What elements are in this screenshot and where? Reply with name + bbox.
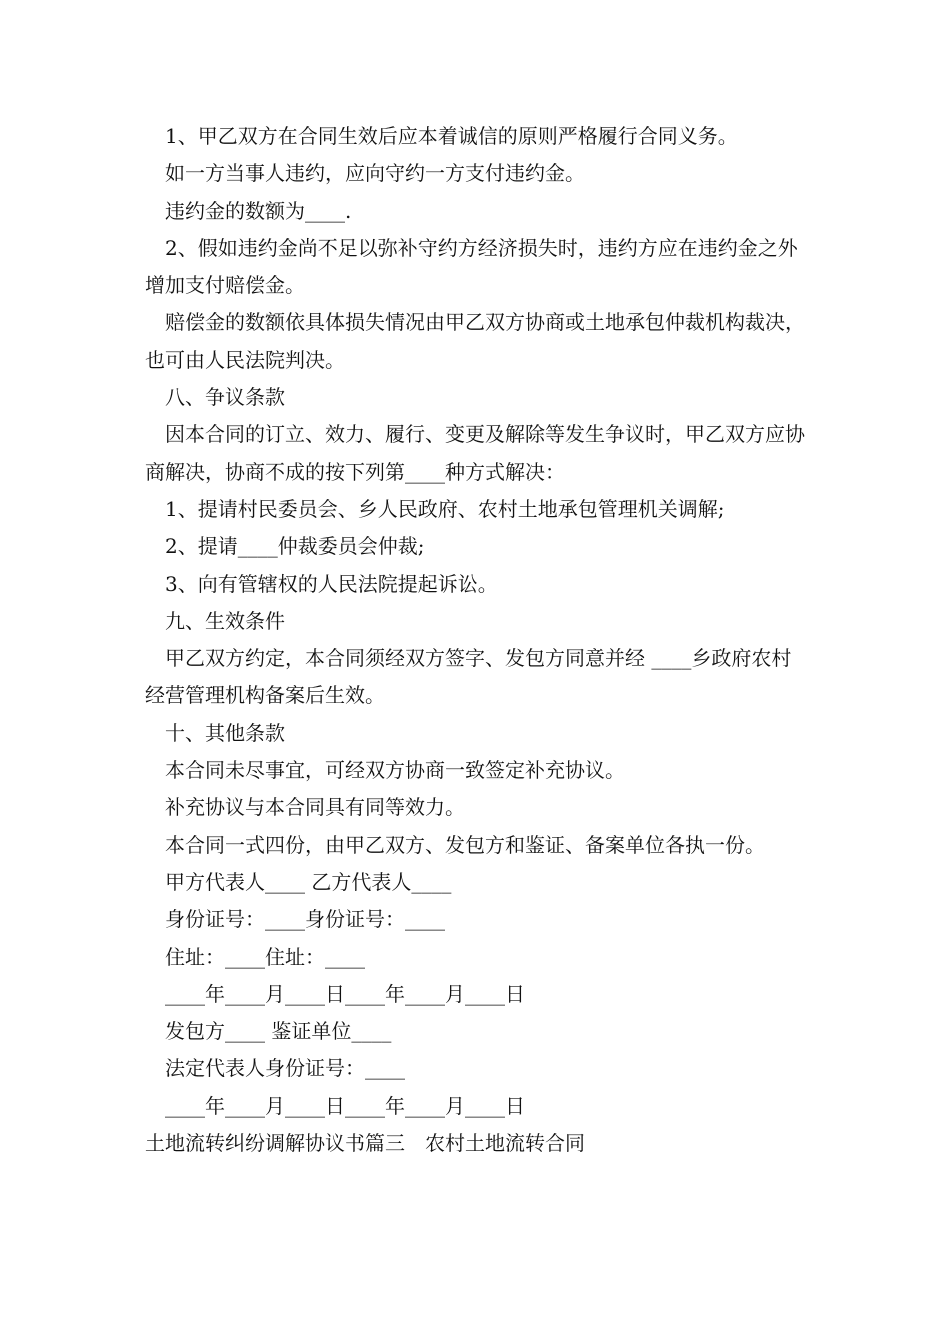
- section-heading-dispute: 八、争议条款: [165, 385, 285, 410]
- section-heading-other: 十、其他条款: [165, 720, 285, 745]
- section-heading-effective: 九、生效条件: [165, 608, 285, 633]
- signature-dates-2: ____年____月____日____年____月____日: [165, 1093, 525, 1118]
- paragraph-effective-conditions: 甲乙双方约定，本合同须经双方签字、发包方同意并经 ____乡政府农村经营管理机构备案后生效。: [145, 646, 792, 708]
- paragraph-penalty-payment: 如一方当事人违约，应向守约一方支付违约金。: [165, 161, 585, 186]
- paragraph-dispute-option-2: 2、提请____仲裁委员会仲裁;: [165, 534, 425, 559]
- paragraph-breach-clause-2: 2、假如违约金尚不足以弥补守约方经济损失时，违约方应在违约金之外增加支付赔偿金。: [145, 235, 798, 298]
- paragraph-dispute-option-1: 1、提请村民委员会、乡人民政府、农村土地承包管理机关调解;: [165, 496, 725, 521]
- paragraph-compensation-amount: 赔偿金的数额依具体损失情况由甲乙双方协商或土地承包仲裁机构裁决，也可由人民法院判决。: [145, 310, 805, 372]
- paragraph-breach-clause-1: 1、甲乙双方在合同生效后应本着诚信的原则严格履行合同义务。: [165, 124, 738, 148]
- paragraph-dispute-resolution: 因本合同的订立、效力、履行、变更及解除等发生争议时，甲乙双方应协商解决，协商不成的按下列第____种方式解决：: [145, 422, 805, 484]
- signature-id-numbers: 身份证号：____身份证号：____: [165, 907, 445, 932]
- paragraph-copies: 本合同一式四份，由甲乙双方、发包方和鉴证、备案单位各执一份。: [165, 832, 765, 857]
- document-body: [145, 118, 810, 1162]
- paragraph-dispute-option-3: 3、向有管辖权的人民法院提起诉讼。: [165, 571, 498, 596]
- signature-contractor-notary: 发包方____ 鉴证单位____: [165, 1019, 392, 1044]
- signature-addresses: 住址：____住址：____: [165, 944, 365, 969]
- paragraph-penalty-amount: 违约金的数额为____.: [165, 198, 352, 223]
- paragraph-supplementary-agreement: 本合同未尽事宜，可经双方协商一致签定补充协议。: [165, 758, 625, 783]
- signature-legal-rep-id: 法定代表人身份证号：____: [165, 1056, 405, 1081]
- footer-heading: 土地流转纠纷调解协议书篇三 农村土地流转合同: [145, 1131, 585, 1156]
- paragraph-equal-effect: 补充协议与本合同具有同等效力。: [165, 795, 465, 820]
- signature-dates-1: ____年____月____日____年____月____日: [165, 981, 525, 1006]
- signature-representatives: 甲方代表人____ 乙方代表人____: [165, 869, 452, 894]
